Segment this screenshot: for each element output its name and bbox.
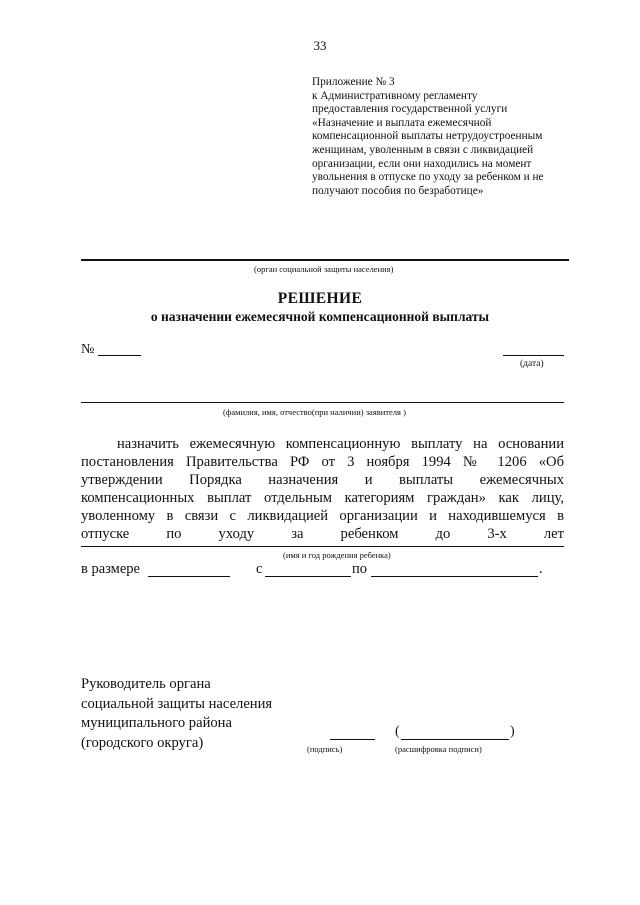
from-label: с [256,561,263,577]
applicant-caption: (фамилия, имя, отчество(при наличии) заявителя ) [223,407,406,417]
appendix-line: получают пособия по безработице» [312,184,484,197]
to-date-line[interactable] [371,576,538,577]
decision-paragraph [81,435,564,543]
decode-line[interactable] [401,739,509,740]
decode-open-paren: ( [395,724,400,739]
applicant-line[interactable] [81,402,564,403]
date-field-line[interactable] [503,355,564,356]
paragraph-line: утверждении Порядка назначения и выплаты ежемесячных [81,472,564,488]
amount-label: в размере [81,561,140,577]
number-field-line[interactable] [98,355,141,356]
from-date-line[interactable] [265,576,351,577]
signature-caption: (подпись) [307,744,343,754]
appendix-line: к Административному регламенту [312,89,478,102]
child-caption: (имя и год рождения ребенка) [283,550,391,560]
authority-caption: (орган социальной защиты населения) [254,264,394,274]
authority-line[interactable] [81,259,569,261]
paragraph-line: уволенному в связи с ликвидацией организации и находившемуся в [81,508,564,524]
paragraph-line: постановления Правительства РФ от 3 ноября 1994 № 1206 «Об [81,454,564,470]
document-subtitle: о назначении ежемесячной компенсационной выплаты [150,309,490,324]
page-number: 33 [313,38,327,53]
appendix-header [312,76,572,198]
signatory-line: социальной защиты населения [81,695,273,712]
date-caption: (дата) [520,359,544,369]
decode-close-paren: ) [510,724,515,739]
amount-field-line[interactable] [148,576,230,577]
appendix-line: предоставления государственной услуги [312,103,508,116]
appendix-line: увольнения в отпуске по уходу за ребенком и не [312,171,544,184]
signatory-line: Руководитель органа [81,676,211,692]
paragraph-line: отпуске по уходу за ребенком до 3-х лет [81,526,564,542]
document-title: РЕШЕНИЕ [277,290,363,307]
appendix-line: «Назначение и выплата ежемесячной [312,116,492,129]
paragraph-line: компенсационных выплат отдельным категориям граждан» как лицу, [81,490,564,506]
signatory-line: (городского округа) [81,734,204,751]
paragraph-line: назначить ежемесячную компенсационную выплату на основании [117,436,564,452]
appendix-line: организации, если они находились на момент [312,157,532,170]
appendix-line: женщинам, уволенным в связи с ликвидацией [312,143,534,156]
child-line[interactable] [81,546,564,547]
signatory-line: муниципального района [81,715,232,731]
appendix-line: компенсационной выплаты нетрудоустроенным [312,130,543,143]
signature-line[interactable] [330,739,375,740]
to-label: по [352,561,368,577]
amount-row-end: . [539,561,543,577]
decode-caption: (расшифровка подписи) [395,744,482,754]
number-label: № [81,342,95,357]
signatory-title [81,675,272,753]
appendix-line: Приложение № 3 [312,76,395,88]
